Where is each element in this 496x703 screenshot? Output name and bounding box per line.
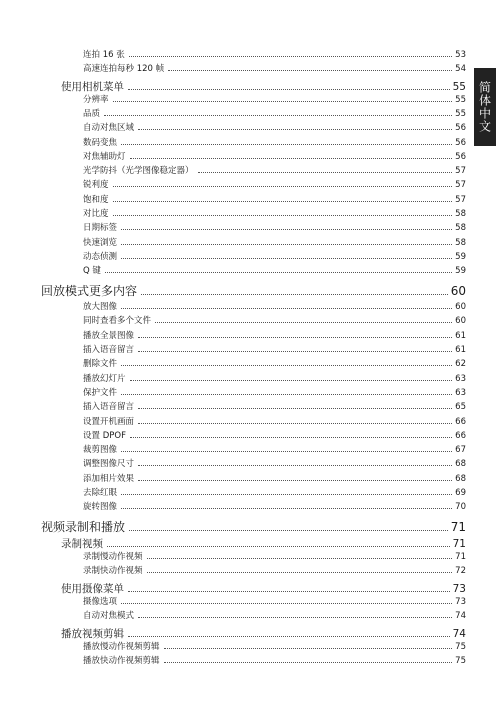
dot-leader <box>138 465 452 466</box>
toc-entry-level2[interactable] <box>61 536 466 549</box>
toc-entry-title: 裁剪图像 <box>83 444 118 455</box>
toc-entry-title: 放大图像 <box>83 301 118 312</box>
toc-entry-title: 播放幻灯片 <box>83 373 126 384</box>
toc-entry-level2[interactable] <box>61 581 466 594</box>
toc-entry-level3[interactable] <box>83 640 466 651</box>
toc-entry-page-number: 63 <box>455 373 466 384</box>
toc-entry-level3[interactable] <box>83 386 466 397</box>
toc-entry-page-number: 70 <box>455 501 466 512</box>
dot-leader <box>138 480 452 481</box>
toc-entry-page-number: 60 <box>455 315 466 326</box>
toc-entry-title: 日期标签 <box>83 222 118 233</box>
dot-leader <box>129 56 452 57</box>
dot-leader <box>155 322 452 323</box>
toc-entry-page-number: 73 <box>452 582 466 595</box>
toc-entry-page-number: 69 <box>455 487 466 498</box>
toc-entry-page-number: 75 <box>455 655 466 666</box>
dot-leader <box>130 380 453 381</box>
toc-entry-level3[interactable] <box>83 415 466 426</box>
toc-entry-page-number: 57 <box>455 179 466 190</box>
toc-entry-page-number: 60 <box>450 284 466 298</box>
dot-leader <box>129 530 448 531</box>
dot-leader <box>128 636 450 637</box>
toc-entry-level3[interactable] <box>83 193 466 204</box>
toc-entry-level3[interactable] <box>83 150 466 161</box>
dot-leader <box>121 394 452 395</box>
dot-leader <box>164 662 453 663</box>
toc-entry-title: 使用摄像菜单 <box>61 582 124 595</box>
language-tab-label: 简体中文 <box>477 81 492 133</box>
toc-entry-level1[interactable] <box>41 518 466 533</box>
toc-entry-level3[interactable] <box>83 250 466 261</box>
toc-entry-level3[interactable] <box>83 93 466 104</box>
dot-leader <box>113 201 453 202</box>
toc-entry-page-number: 56 <box>455 122 466 133</box>
toc-entry-level3[interactable] <box>83 314 466 325</box>
toc-entry-level3[interactable] <box>83 264 466 275</box>
toc-entry-level2[interactable] <box>61 79 466 92</box>
dot-leader <box>141 294 448 295</box>
toc-entry-level3[interactable] <box>83 300 466 311</box>
toc-entry-level3[interactable] <box>83 136 466 147</box>
toc-entry-page-number: 74 <box>455 610 466 621</box>
toc-entry-page-number: 71 <box>450 520 466 534</box>
toc-entry-level3[interactable] <box>83 486 466 497</box>
dot-leader <box>128 89 450 90</box>
dot-leader <box>121 308 452 309</box>
dot-leader <box>113 101 453 102</box>
toc-entry-level3[interactable] <box>83 595 466 606</box>
toc-entry-level3[interactable] <box>83 429 466 440</box>
toc-entry-page-number: 72 <box>455 565 466 576</box>
toc-entry-page-number: 57 <box>455 165 466 176</box>
toc-entry-title: 播放慢动作视频剪辑 <box>83 641 160 652</box>
toc-entry-page-number: 58 <box>455 222 466 233</box>
toc-entry-level3[interactable] <box>83 178 466 189</box>
toc-entry-title: 数码变焦 <box>83 137 118 148</box>
toc-entry-level3[interactable] <box>83 500 466 511</box>
dot-leader <box>164 648 453 649</box>
dot-leader <box>121 451 452 452</box>
toc-entry-level3[interactable] <box>83 400 466 411</box>
dot-leader <box>138 423 452 424</box>
toc-entry-title: 播放快动作视频剪辑 <box>83 655 160 666</box>
toc-entry-page-number: 54 <box>455 63 466 74</box>
dot-leader <box>104 115 452 116</box>
toc-entry-level3[interactable] <box>83 372 466 383</box>
toc-entry-page-number: 57 <box>455 194 466 205</box>
dot-leader <box>147 558 453 559</box>
dot-leader <box>113 215 453 216</box>
toc-entry-title: 品质 <box>83 108 101 119</box>
toc-entry-title: 录制视频 <box>61 537 103 550</box>
toc-entry-level3[interactable] <box>83 609 466 620</box>
toc-entry-title: 光学防抖（光学图像稳定器） <box>83 165 194 176</box>
toc-entry-title: 快速浏览 <box>83 237 118 248</box>
toc-entry-level3[interactable] <box>83 48 466 59</box>
toc-entry-page-number: 63 <box>455 387 466 398</box>
toc-entry-title: 分辨率 <box>83 94 109 105</box>
toc-entry-title: 插入语音留言 <box>83 344 135 355</box>
toc-entry-level3[interactable] <box>83 62 466 73</box>
toc-entry-page-number: 65 <box>455 401 466 412</box>
dot-leader <box>147 572 453 573</box>
toc-entry-page-number: 53 <box>455 49 466 60</box>
toc-entry-level3[interactable] <box>83 457 466 468</box>
toc-entry-level3[interactable] <box>83 654 466 665</box>
toc-entry-title: 连拍 16 张 <box>83 49 125 60</box>
toc-entry-page-number: 55 <box>452 80 466 93</box>
dot-leader <box>168 70 452 71</box>
toc-entry-title: 删除文件 <box>83 358 118 369</box>
toc-entry-title: 录制慢动作视频 <box>83 551 143 562</box>
toc-entry-page-number: 71 <box>452 537 466 550</box>
toc-entry-title: 插入语音留言 <box>83 401 135 412</box>
toc-entry-page-number: 58 <box>455 208 466 219</box>
dot-leader <box>128 591 450 592</box>
toc-entry-title: 添加相片效果 <box>83 473 135 484</box>
toc-entry-page-number: 75 <box>455 641 466 652</box>
dot-leader <box>121 603 452 604</box>
dot-leader <box>138 351 452 352</box>
toc-entry-title: 播放全景图像 <box>83 330 135 341</box>
toc-entry-title: 设置开机画面 <box>83 416 135 427</box>
toc-entry-title: 调整图像尺寸 <box>83 458 135 469</box>
dot-leader <box>121 508 452 509</box>
dot-leader <box>105 272 452 273</box>
dot-leader <box>121 144 452 145</box>
dot-leader <box>107 546 450 547</box>
toc-entry-level3[interactable] <box>83 357 466 368</box>
toc-entry-page-number: 58 <box>455 237 466 248</box>
toc-entry-level1[interactable] <box>41 282 466 297</box>
dot-leader <box>138 129 452 130</box>
toc-entry-page-number: 55 <box>455 94 466 105</box>
toc-entry-title: 回放模式更多内容 <box>41 284 138 298</box>
toc-entry-level3[interactable] <box>83 207 466 218</box>
dot-leader <box>121 365 452 366</box>
toc-entry-page-number: 67 <box>455 444 466 455</box>
toc-entry-title: 自动对焦模式 <box>83 610 135 621</box>
toc-entry-level3[interactable] <box>83 329 466 340</box>
dot-leader <box>198 172 453 173</box>
toc-entry-page-number: 60 <box>455 301 466 312</box>
toc-entry-page-number: 59 <box>455 251 466 262</box>
toc-entry-level3[interactable] <box>83 221 466 232</box>
toc-entry-page-number: 59 <box>455 265 466 276</box>
toc-entry-page-number: 61 <box>455 330 466 341</box>
toc-entry-page-number: 56 <box>455 137 466 148</box>
toc-entry-page-number: 61 <box>455 344 466 355</box>
toc-entry-title: 对比度 <box>83 208 109 219</box>
toc-entry-page-number: 55 <box>455 108 466 119</box>
toc-entry-title: 动态侦测 <box>83 251 118 262</box>
toc-entry-title: 使用相机菜单 <box>61 80 124 93</box>
toc-entry-title: 自动对焦区域 <box>83 122 135 133</box>
toc-entry-level3[interactable] <box>83 443 466 454</box>
dot-leader <box>138 408 452 409</box>
toc-entry-title: 去除红眼 <box>83 487 118 498</box>
toc-entry-page-number: 62 <box>455 358 466 369</box>
dot-leader <box>138 337 452 338</box>
dot-leader <box>121 258 452 259</box>
toc-entry-title: 设置 DPOF <box>83 430 126 441</box>
toc-entry-level3[interactable] <box>83 472 466 483</box>
toc-entry-title: 播放视频剪辑 <box>61 627 124 640</box>
toc-entry-level3[interactable] <box>83 550 466 561</box>
toc-entry-page-number: 66 <box>455 430 466 441</box>
toc-entry-title: 同时查看多个文件 <box>83 315 152 326</box>
dot-leader <box>138 617 452 618</box>
dot-leader <box>121 494 452 495</box>
toc-entry-title: 饱和度 <box>83 194 109 205</box>
toc-entry-level3[interactable] <box>83 343 466 354</box>
toc-entry-title: 录制快动作视频 <box>83 565 143 576</box>
toc-entry-page-number: 74 <box>452 627 466 640</box>
toc-entry-title: 视频录制和播放 <box>41 520 126 534</box>
dot-leader <box>121 229 452 230</box>
toc-entry-title: 保护文件 <box>83 387 118 398</box>
toc-entry-title: 锐利度 <box>83 179 109 190</box>
toc-entry-level3[interactable] <box>83 107 466 118</box>
toc-entry-page-number: 56 <box>455 151 466 162</box>
toc-entry-title: 旋转图像 <box>83 501 118 512</box>
toc-entry-level3[interactable] <box>83 164 466 175</box>
dot-leader <box>121 244 452 245</box>
toc-entry-title: 摄像选项 <box>83 596 118 607</box>
dot-leader <box>130 158 453 159</box>
dot-leader <box>130 437 452 438</box>
toc-entry-page-number: 68 <box>455 458 466 469</box>
toc-entry-page-number: 71 <box>455 551 466 562</box>
toc-entry-level2[interactable] <box>61 626 466 639</box>
toc-entry-page-number: 68 <box>455 473 466 484</box>
toc-entry-title: Q 键 <box>83 265 101 276</box>
toc-entry-title: 对焦辅助灯 <box>83 151 126 162</box>
dot-leader <box>113 186 453 187</box>
toc-entry-level3[interactable] <box>83 236 466 247</box>
toc-entry-page-number: 73 <box>455 596 466 607</box>
toc-entry-level3[interactable] <box>83 564 466 575</box>
toc-entry-page-number: 66 <box>455 416 466 427</box>
toc-entry-title: 高速连拍每秒 120 帧 <box>83 63 165 74</box>
toc-entry-level3[interactable] <box>83 121 466 132</box>
